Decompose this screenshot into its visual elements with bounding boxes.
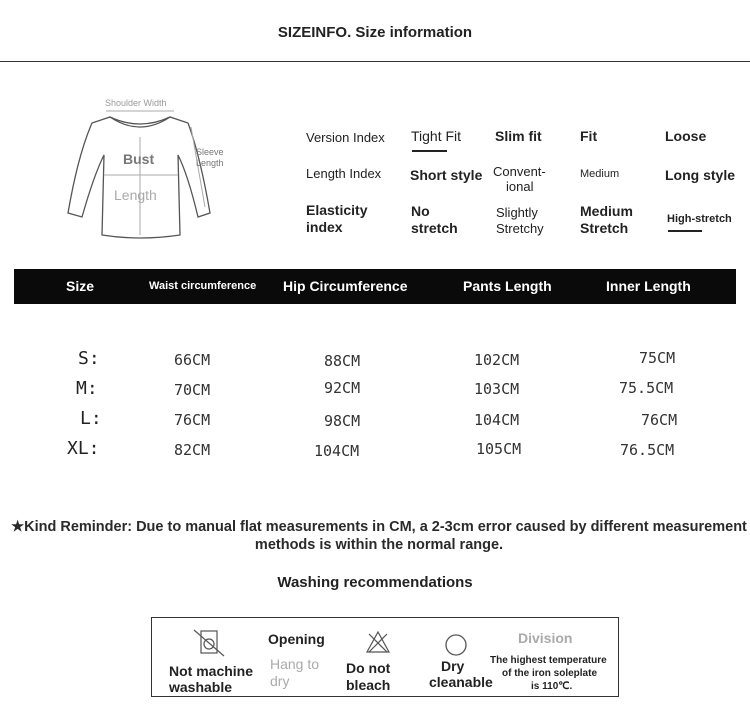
hang-to-dry-line: dry	[270, 673, 290, 689]
garment-diagram	[60, 95, 240, 245]
table-cell: 76CM	[174, 411, 211, 429]
dry-cleanable-line: Dry	[441, 658, 465, 674]
table-cell: 104CM	[474, 411, 520, 429]
elasticity-label-1: Elasticity	[306, 202, 368, 218]
iron-temp-line: of the iron soleplate	[502, 668, 598, 679]
version-option: Fit	[580, 128, 598, 144]
size-label: M:	[76, 378, 98, 399]
size-label: L:	[80, 408, 102, 429]
col-waist: Waist circumference	[149, 280, 257, 292]
table-cell: 76.5CM	[620, 441, 675, 459]
elasticity-option: No	[411, 203, 430, 219]
division-label: Division	[518, 630, 573, 646]
no-bleach-icon	[365, 630, 391, 654]
opening-label: Opening	[268, 631, 325, 647]
elasticity-option: Slightly	[496, 205, 538, 220]
size-table-header	[14, 269, 736, 304]
col-hip: Hip Circumference	[283, 278, 408, 294]
kind-reminder	[10, 518, 748, 554]
table-cell: 105CM	[476, 440, 522, 458]
selected-underline	[668, 230, 702, 232]
table-cell: 82CM	[174, 441, 211, 459]
table-cell: 88CM	[324, 352, 361, 370]
washing-instructions-box	[151, 617, 619, 697]
length-option: Long style	[665, 167, 736, 183]
washing-title: Washing recommendations	[277, 574, 473, 591]
length-option: Convent-	[493, 164, 546, 179]
table-cell: 66CM	[174, 351, 211, 369]
table-cell: 70CM	[174, 381, 211, 399]
iron-temp-line: The highest temperature	[490, 655, 607, 666]
elasticity-option: High-stretch	[667, 213, 732, 225]
selected-underline	[412, 150, 447, 152]
hang-to-dry-line: Hang to	[270, 656, 320, 672]
table-cell: 102CM	[474, 351, 520, 369]
col-pants-length: Pants Length	[463, 278, 552, 294]
reminder-line: methods is within the normal range.	[254, 537, 504, 553]
dry-clean-icon	[443, 632, 469, 658]
table-cell: 104CM	[314, 442, 360, 460]
table-cell: 98CM	[324, 412, 361, 430]
no-bleach-line: bleach	[346, 677, 391, 693]
col-inner-length: Inner Length	[606, 278, 691, 294]
elasticity-option: stretch	[411, 220, 458, 236]
no-machine-wash-icon	[192, 628, 226, 658]
table-cell: 75CM	[639, 349, 676, 367]
elasticity-option: Stretch	[580, 220, 629, 236]
table-cell: 76CM	[641, 411, 678, 429]
shoulder-width-label: Shoulder Width	[105, 98, 167, 108]
no-bleach-line: Do not	[346, 660, 391, 676]
version-option: Loose	[665, 128, 707, 144]
version-index-label: Version Index	[306, 130, 385, 145]
elasticity-option: Medium	[580, 203, 633, 219]
table-cell: 92CM	[324, 379, 361, 397]
table-cell: 103CM	[474, 380, 520, 398]
elasticity-option: Stretchy	[496, 221, 544, 236]
length-index-label: Length Index	[306, 166, 382, 181]
not-machine-washable-line: Not machine	[169, 663, 254, 679]
length-option: ional	[506, 179, 534, 194]
length-option: Medium	[580, 168, 620, 180]
sleeve-label-2: Length	[196, 158, 224, 168]
iron-temp-line: is 110℃.	[531, 681, 573, 692]
page-title: SIZEINFO. Size information	[277, 24, 473, 41]
elasticity-label-2: index	[306, 219, 343, 235]
divider	[0, 61, 750, 62]
version-option: Tight Fit	[411, 128, 462, 144]
col-size: Size	[66, 278, 95, 294]
sleeve-label-1: Sleeve	[196, 147, 224, 157]
reminder-line: ★Kind Reminder: Due to manual flat measurements in CM, a 2-3cm error caused by different measurement	[11, 519, 747, 535]
sweater-outline-icon	[60, 95, 240, 245]
version-option: Slim fit	[495, 128, 542, 144]
size-label: XL:	[67, 438, 100, 459]
bust-label: Bust	[123, 151, 155, 167]
length-option: Short style	[410, 167, 483, 183]
table-cell: 75.5CM	[619, 379, 674, 397]
size-label: S:	[78, 348, 100, 369]
not-machine-washable-line: washable	[169, 679, 233, 695]
dry-cleanable-line: cleanable	[429, 674, 493, 690]
length-label: Length	[114, 187, 157, 203]
